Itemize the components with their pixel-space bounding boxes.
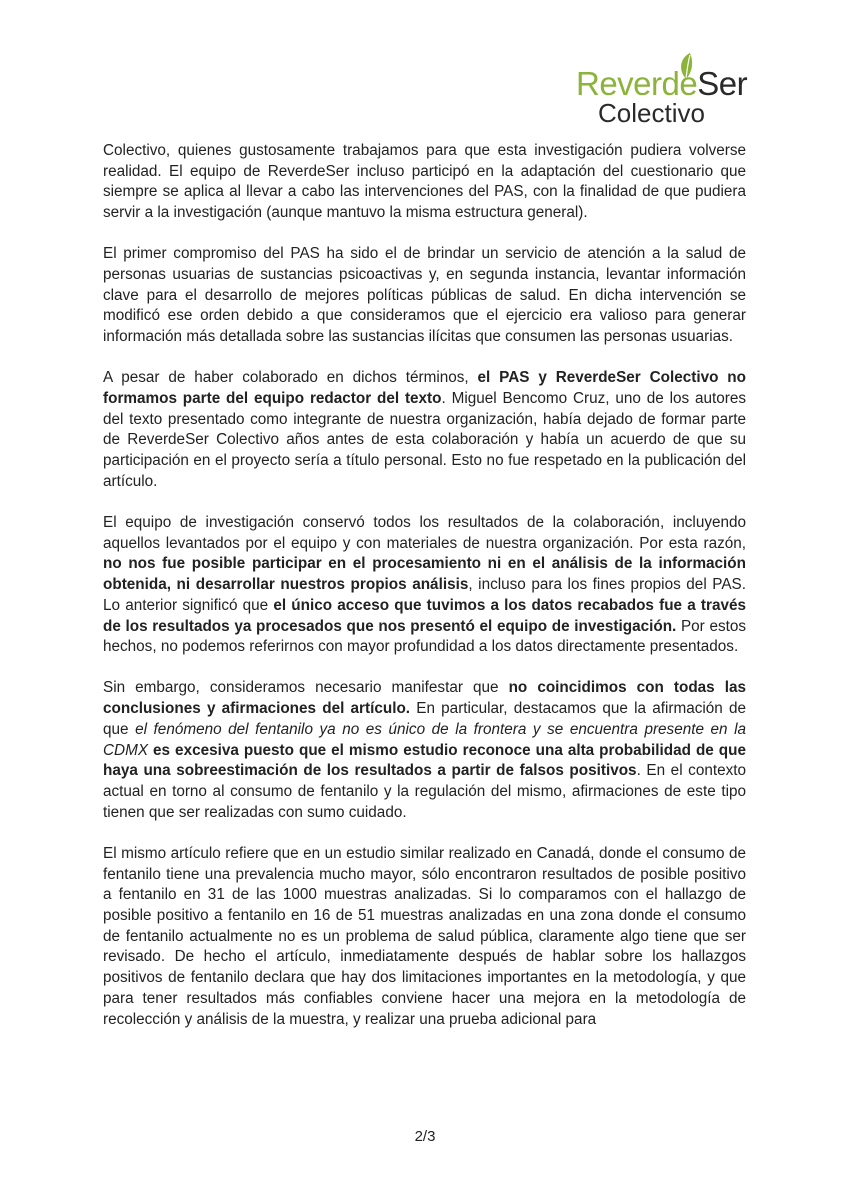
logo-subtitle: Colectivo bbox=[598, 98, 705, 128]
text-run: El mismo artículo refiere que en un estudio similar realizado en Canadá, donde el consumo de fentanilo tiene una prevalencia mucho mayor, sólo encontraron resultados de posible positivo a fentanilo en 31 de las 1000 muestras analizadas. Si lo comparamos con el hallazgo de posible positivo a fentanilo en 16 de 51 muestras analizadas en una zona donde el consumo de fentanilo actualmente no es un problema de salud pública, claramente algo tiene que ser revisado. De hecho el artículo, inmediatamente después de hablar sobre los hallazgos positivos de fentanilo declara que hay dos limitaciones importantes en la metodología, y que para tener resultados más confiables conviene hacer una mejora en la metodología de recolección y análisis de la muestra, y realizar una prueba adicional para bbox=[103, 844, 746, 1028]
text-run: El primer compromiso del PAS ha sido el de brindar un servicio de atención a la salud de personas usuarias de sustancias psicoactivas y, en segunda instancia, levantar información clave para el desarrollo de mejores políticas públicas de salud. En dicha intervención se modificó ese orden debido a que consideramos que el ejercicio era valioso para generar información más detallada sobre las sustancias ilícitas que consumen las personas usuarias. bbox=[103, 245, 746, 346]
logo-brand-reverde: Reverde bbox=[576, 65, 698, 102]
page-number: 2/3 bbox=[414, 1128, 436, 1145]
paragraph bbox=[103, 678, 746, 823]
paragraph bbox=[103, 513, 746, 658]
text-run: , incluso para los fines propios del PAS. Lo anterior significó que bbox=[103, 576, 747, 614]
bold-text: no coincidimos con todas las conclusiones y afirmaciones del artículo. bbox=[103, 679, 747, 718]
reverdeser-logo bbox=[574, 52, 754, 132]
text-run: Colectivo, quienes gustosamente trabajamos para que esta investigación pudiera volverse realidad. El equipo de ReverdeSer incluso participó en la adaptación del cuestionario que siempre se aplica al llevar a cabo las intervenciones del PAS, con la finalidad de que pudiera servir a la investigación (aunque mantuvo la misma estructura general). bbox=[103, 142, 746, 222]
paragraph bbox=[103, 141, 746, 224]
paragraph bbox=[103, 844, 746, 1030]
bold-text: el único acceso que tuvimos a los datos recabados fue a través de los resultados ya procesados que nos presentó el equipo de investigación. bbox=[103, 596, 746, 635]
text-run: Sin embargo, consideramos necesario manifestar que bbox=[103, 679, 509, 697]
paragraph bbox=[103, 368, 746, 492]
bold-text: no nos fue posible participar en el procesamiento ni en el análisis de la información obtenida, ni desarrollar nuestros propios análisis bbox=[103, 555, 746, 594]
bold-text: es excesiva puesto que el mismo estudio reconoce una alta probabilidad de que haya una sobreestimación de los resultados a partir de falsos positivos bbox=[103, 741, 746, 780]
bold-text: el PAS y ReverdeSer Colectivo no formamos parte del equipo redactor del texto bbox=[103, 369, 746, 408]
text-run: A pesar de haber colaborado en dichos términos, bbox=[103, 369, 478, 387]
text-run: . En el contexto actual en torno al consumo de fentanilo y la regulación del mismo, afirmaciones de este tipo tienen que ser realizadas con sumo cuidado. bbox=[103, 762, 746, 821]
text-run: En particular, destacamos que la afirmación de que bbox=[103, 700, 746, 738]
text-run: Por estos hechos, no podemos referirnos con mayor profundidad a los datos directamente presentados. bbox=[103, 617, 746, 656]
document-body bbox=[103, 141, 746, 1051]
text-run: . Miguel Bencomo Cruz, uno de los autores del texto presentado como integrante de nuestra organización, había dejado de formar parte de ReverdeSer Colectivo años antes de esta colaboración y había un acuerdo de que su participación en el proyecto sería a título personal. Esto no fue respetado en la publicación del artículo. bbox=[103, 390, 746, 490]
logo-brand-ser: Ser bbox=[697, 65, 748, 102]
paragraph bbox=[103, 244, 746, 348]
text-run: El equipo de investigación conservó todos los resultados de la colaboración, incluyendo aquellos levantados por el equipo y con materiales de nuestra organización. Por esta razón, bbox=[103, 514, 746, 552]
italic-text: el fenómeno del fentanilo ya no es único de la frontera y se encuentra presente en la CDMX bbox=[103, 720, 747, 759]
